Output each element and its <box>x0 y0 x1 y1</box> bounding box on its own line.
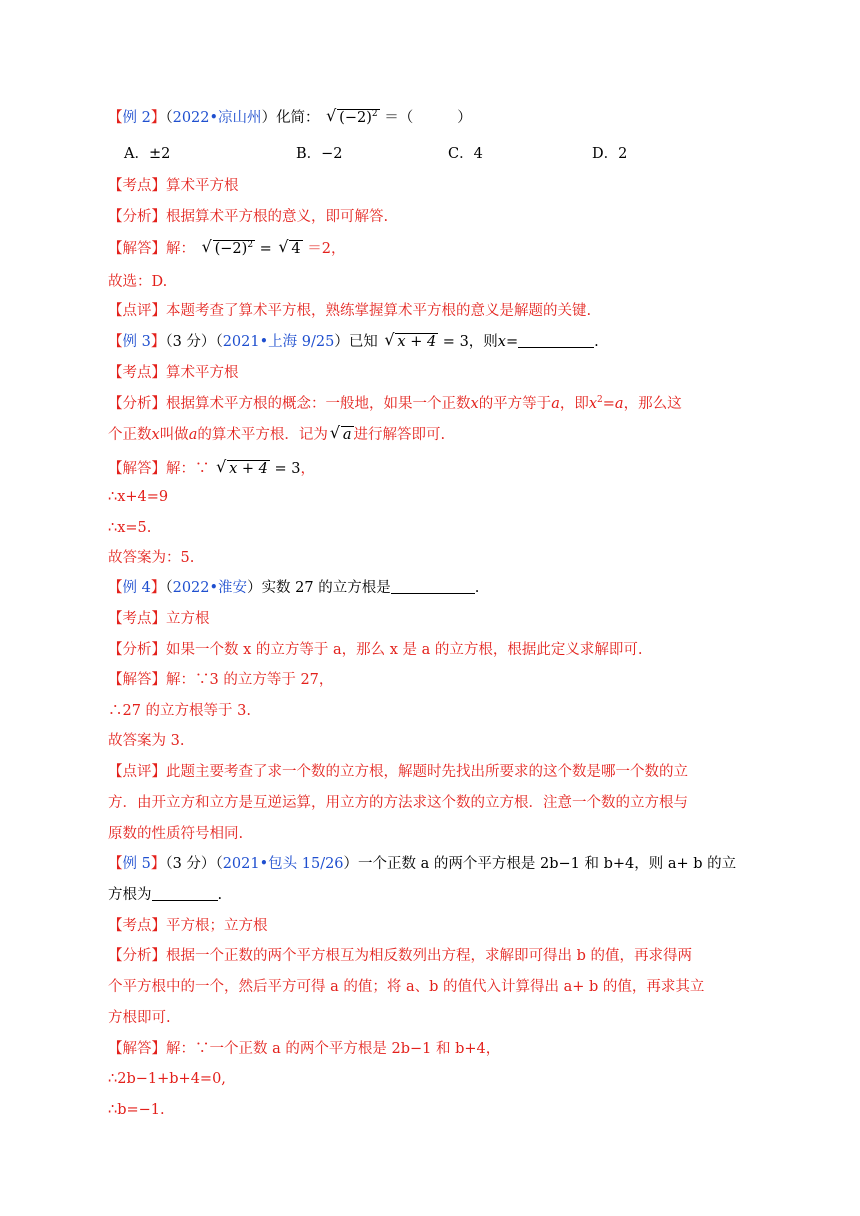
example-3-source: 2021•上海 9/25 <box>222 334 335 350</box>
example-3-step2: ∴x=5. <box>108 520 152 536</box>
example-5-fenxi-line2: 个平方根中的一个，然后平方可得 a 的值；将 a、b 的值代入计算得出 a+ b 的值，再求其立 <box>108 979 705 995</box>
answer-blank <box>152 886 218 901</box>
example-4-dianping-line2: 方．由开立方和立方是互逆运算，用立方的方法求这个数的立方根．注意一个数的立方根与 <box>108 795 688 811</box>
example-2-jieda: 【解答】解： √ $(-2)^2$ = √ 4 ＝2， <box>108 237 346 257</box>
example-3-jieda: 【解答】解：∵ √ x + 4 = 3， <box>108 457 315 477</box>
example-3-tag: 例 3 <box>122 334 151 350</box>
example-4-question: 【例 4】（2022•淮安）实数 27 的立方根是 . <box>108 580 480 596</box>
sqrt-expression: √ $(-2)^2$ <box>326 106 378 126</box>
option-c: C．4 <box>448 146 483 162</box>
example-5-fenxi-line3: 方根即可. <box>108 1010 171 1026</box>
example-4-step1: ∴27 的立方根等于 3. <box>108 703 252 719</box>
example-4-fenxi: 【分析】如果一个数 x 的立方等于 a，那么 x 是 a 的立方根，根据此定义求解即可. <box>108 642 643 658</box>
example-4-tag: 例 4 <box>122 580 151 596</box>
example-2-question: 【例 2】（2022•凉山州）化简： √ $(-2)^2$ ＝（ ） <box>108 106 472 126</box>
example-3-fenxi-line2: 个正数x叫做a的算术平方根．记为 √ a 进行解答即可. <box>108 423 446 443</box>
option-d: D．2 <box>592 146 628 162</box>
example-2-tag: 例 2 <box>122 110 151 126</box>
example-5-question-line1: 【例 5】（3 分）（2021•包头 15/26）一个正数 a 的两个平方根是 2b−1 和 b+4，则 a+ b 的立 <box>108 856 737 872</box>
example-3-kaodian: 【考点】算术平方根 <box>108 365 239 381</box>
example-5-step2: ∴b=−1. <box>108 1102 165 1118</box>
example-4-kaodian: 【考点】立方根 <box>108 611 210 627</box>
example-4-source: 2022•淮安 <box>172 580 248 596</box>
example-3-step1: ∴x+4=9 <box>108 489 169 505</box>
example-5-fenxi-line1: 【分析】根据一个正数的两个平方根互为相反数列出方程，求解即可得出 b 的值，再求得两 <box>108 948 692 964</box>
example-4-dianping-line3: 原数的性质符号相同. <box>108 826 244 842</box>
example-4-answer: 故答案为 3. <box>108 733 185 749</box>
example-5-tag: 例 5 <box>122 856 151 872</box>
example-2-options <box>124 144 684 164</box>
answer-blank <box>518 333 594 348</box>
example-5-question-line2: 方根为 . <box>108 887 223 903</box>
example-3-answer: 故答案为：5. <box>108 550 195 566</box>
example-4-dianping-line1: 【点评】此题主要考查了求一个数的立方根，解题时先找出所要求的这个数是哪一个数的立 <box>108 764 688 780</box>
example-5-jieda: 【解答】解：∵一个正数 a 的两个平方根是 2b−1 和 b+4， <box>108 1041 501 1057</box>
example-2-fenxi: 【分析】根据算术平方根的意义，即可解答. <box>108 209 389 225</box>
example-5-step1: ∴2b−1+b+4=0, <box>108 1071 226 1087</box>
example-4-jieda: 【解答】解：∵3 的立方等于 27， <box>108 672 334 688</box>
example-2-kaodian: 【考点】算术平方根 <box>108 178 239 194</box>
example-2-source: 2022•凉山州 <box>172 110 262 126</box>
option-a: A．±2 <box>124 146 171 162</box>
example-3-question: 【例 3】（3 分）（2021•上海 9/25）已知 √ x + 4 = 3，则x= . <box>108 330 599 350</box>
example-2-dianping: 【点评】本题考查了算术平方根，熟练掌握算术平方根的意义是解题的关键. <box>108 303 592 319</box>
example-5-kaodian: 【考点】平方根；立方根 <box>108 918 268 934</box>
example-3-fenxi-line1: 【分析】根据算术平方根的概念：一般地，如果一个正数x的平方等于a，即$x^2=a$，那么这 <box>108 395 682 412</box>
answer-blank <box>391 579 475 594</box>
option-b: B．−2 <box>296 146 343 162</box>
example-5-source: 2021•包头 15/26 <box>222 856 344 872</box>
example-2-conclusion: 故选：D. <box>108 274 168 290</box>
